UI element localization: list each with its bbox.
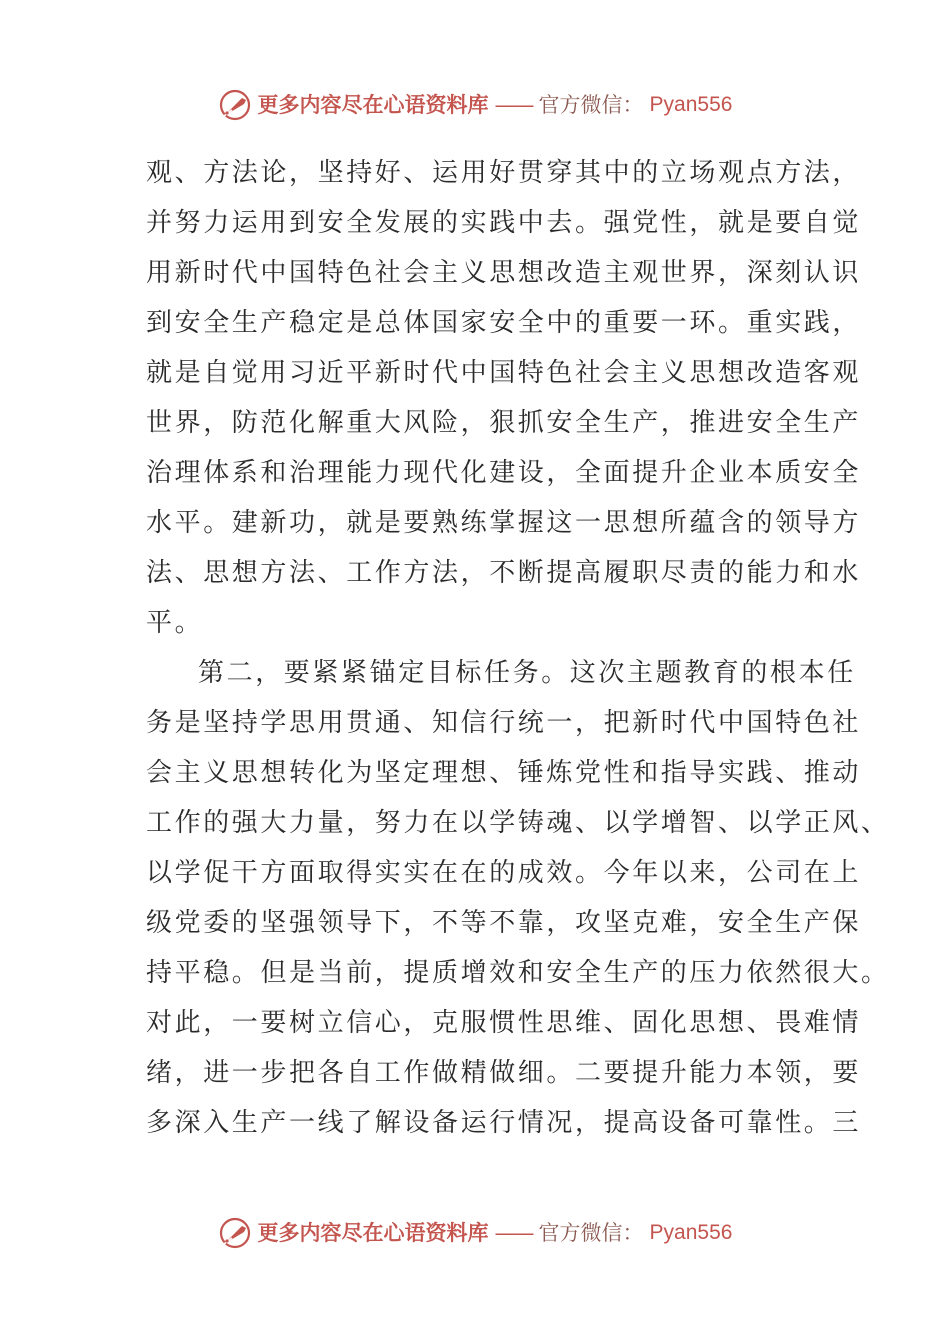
text-line: 绪，进一步把各自工作做精做细。二要提升能力本领，要 <box>146 1058 862 1088</box>
banner-brand-text: 更多内容尽在心语资料库 <box>257 92 489 117</box>
paragraph-start-line: 第二，要紧紧锚定目标任务。这次主题教育的根本任 <box>198 658 856 688</box>
text-line: 对此，一要树立信心，克服惯性思维、固化思想、畏难情 <box>146 1008 862 1038</box>
text-line: 以学促干方面取得实实在在的成效。今年以来，公司在上 <box>146 858 862 888</box>
banner-wechat-label: 官方微信： <box>538 1221 644 1245</box>
banner-dash: —— <box>494 93 533 117</box>
text-line: 观、方法论，坚持好、运用好贯穿其中的立场观点方法， <box>146 158 862 188</box>
text-line: 治理体系和治理能力现代化建设，全面提升企业本质安全 <box>146 458 862 488</box>
pen-nib-icon <box>218 1216 252 1250</box>
text-line: 平。 <box>146 608 204 638</box>
text-line: 世界，防范化解重大风险，狠抓安全生产，推进安全生产 <box>146 408 862 438</box>
pen-nib-icon <box>218 88 252 122</box>
footer-banner <box>0 1216 950 1250</box>
text-line: 多深入生产一线了解设备运行情况，提高设备可靠性。三 <box>146 1108 862 1138</box>
banner-wechat-id: Pyan556 <box>649 93 733 116</box>
banner-wechat-id: Pyan556 <box>649 1221 733 1244</box>
text-line: 级党委的坚强领导下，不等不靠，攻坚克难，安全生产保 <box>146 908 862 938</box>
banner-wechat-label: 官方微信： <box>538 93 644 117</box>
text-line: 会主义思想转化为坚定理想、锤炼党性和指导实践、推动 <box>146 758 862 788</box>
text-line: 法、思想方法、工作方法，不断提高履职尽责的能力和水 <box>146 558 862 588</box>
text-line: 用新时代中国特色社会主义思想改造主观世界，深刻认识 <box>146 258 862 288</box>
text-line: 工作的强大力量，努力在以学铸魂、以学增智、以学正风、 <box>146 808 890 838</box>
text-line: 水平。建新功，就是要熟练掌握这一思想所蕴含的领导方 <box>146 508 862 538</box>
banner-dash: —— <box>494 1221 533 1245</box>
text-line: 务是坚持学思用贯通、知信行统一，把新时代中国特色社 <box>146 708 862 738</box>
text-line: 到安全生产稳定是总体国家安全中的重要一环。重实践， <box>146 308 862 338</box>
header-banner <box>0 88 950 122</box>
text-line: 就是自觉用习近平新时代中国特色社会主义思想改造客观 <box>146 358 862 388</box>
document-body <box>146 148 890 1148</box>
text-line: 持平稳。但是当前，提质增效和安全生产的压力依然很大。 <box>146 958 890 988</box>
banner-brand-text: 更多内容尽在心语资料库 <box>257 1220 489 1245</box>
text-line: 并努力运用到安全发展的实践中去。强党性，就是要自觉 <box>146 208 862 238</box>
